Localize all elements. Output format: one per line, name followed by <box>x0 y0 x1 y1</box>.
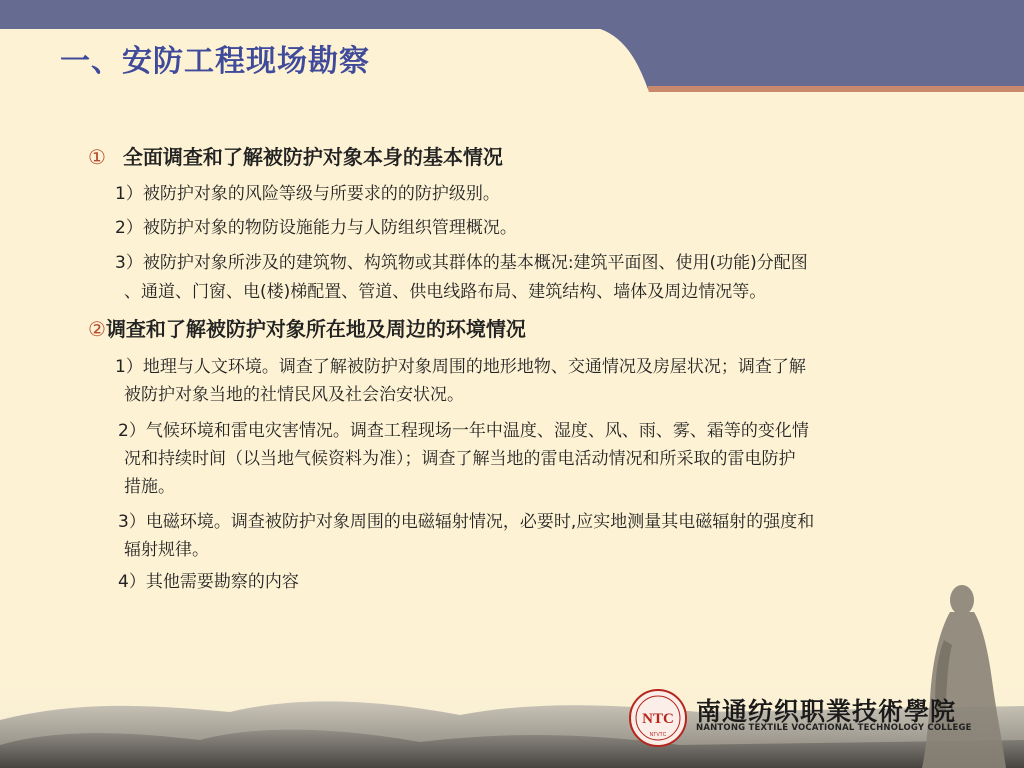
school-name-en: NANTONG TEXTILE VOCATIONAL TECHNOLOGY COLLEGE <box>696 723 972 733</box>
school-name-cn: 南通纺织职業技術學院 <box>696 697 957 726</box>
list-item: 2）气候环境和雷电灾害情况。调查工程现场一年中温度、湿度、风、雨、雾、霜等的变化情 <box>118 421 809 441</box>
list-item-continued: 况和持续时间（以当地气候资料为准）；调查了解当地的雷电活动情况和所采取的雷电防护 <box>124 449 796 469</box>
section-marker-2: ② <box>88 317 106 341</box>
list-item-continued: 、通道、门窗、电(楼)梯配置、管道、供电线路布局、建筑结构、墙体及周边情况等。 <box>124 282 767 302</box>
seal-small-text: NTVTC <box>649 732 667 738</box>
school-logo <box>628 688 972 748</box>
section-heading-1 <box>88 144 503 170</box>
list-item-continued: 被防护对象当地的社情民风及社会治安状况。 <box>124 385 464 405</box>
section-heading-2 <box>88 316 526 342</box>
list-item: 3）被防护对象所涉及的建筑物、构筑物或其群体的基本概况:建筑平面图、使用(功能)分配图 <box>115 253 808 273</box>
seal-text: NTC <box>642 711 674 727</box>
section-heading-text-2: 调查和了解被防护对象所在地及周边的环境情况 <box>105 317 526 341</box>
page-title: 一、安防工程现场勘察 <box>60 44 370 79</box>
list-item: 1）地理与人文环境。调查了解被防护对象周围的地形地物、交通情况及房屋状况；调查了解 <box>115 357 806 377</box>
section-marker-1: ① <box>88 145 106 169</box>
list-item-continued: 辐射规律。 <box>124 540 209 560</box>
header-stripe <box>648 86 1024 92</box>
list-item: 4）其他需要勘察的内容 <box>118 572 299 592</box>
list-item: 3）电磁环境。调查被防护对象周围的电磁辐射情况，必要时,应实地测量其电磁辐射的强度和 <box>118 512 815 532</box>
school-seal-icon <box>628 688 688 748</box>
list-item: 1）被防护对象的风险等级与所要求的的防护级别。 <box>115 184 500 204</box>
list-item: 2）被防护对象的物防设施能力与人防组织管理概况。 <box>115 218 517 238</box>
list-item-continued: 措施。 <box>124 477 175 497</box>
section-heading-text-1: 全面调查和了解被防护对象本身的基本情况 <box>122 145 503 169</box>
